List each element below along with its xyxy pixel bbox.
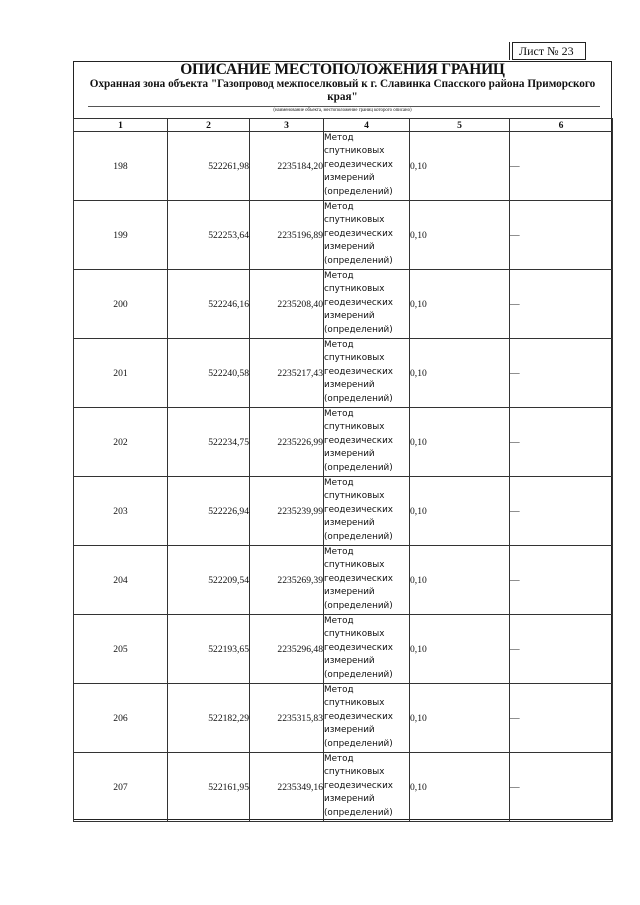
note-cell: — [510,201,613,270]
y-coordinate-cell: 2235296,48 [250,615,324,684]
method-cell: Метод спутниковых геодезических измерений (определений) [324,546,410,615]
table-row [74,270,613,339]
x-coordinate-cell: 522193,65 [168,615,250,684]
column-header: 1 [74,119,168,132]
point-number-cell: 201 [74,339,168,408]
document-title: ОПИСАНИЕ МЕСТОПОЛОЖЕНИЯ ГРАНИЦ [180,61,505,78]
accuracy-cell: 0,10 [410,132,510,201]
note-cell: — [510,546,613,615]
point-number-cell: 205 [74,615,168,684]
point-number-cell: 207 [74,753,168,822]
sheet-label-tick [509,42,510,60]
table-row [74,684,613,753]
accuracy-cell: 0,10 [410,339,510,408]
accuracy-cell: 0,10 [410,408,510,477]
note-cell: — [510,477,613,546]
point-number-cell: 200 [74,270,168,339]
note-cell: — [510,684,613,753]
x-coordinate-cell: 522161,95 [168,753,250,822]
note-cell: — [510,132,613,201]
method-cell: Метод спутниковых геодезических измерений (определений) [324,201,410,270]
x-coordinate-cell: 522234,75 [168,408,250,477]
x-coordinate-cell: 522209,54 [168,546,250,615]
point-number-cell: 202 [74,408,168,477]
table-row [74,132,613,201]
object-subtitle: Охранная зона объекта "Газопровод межпоселковый к г. Славинка Спасского района Приморского края" [89,78,596,103]
accuracy-cell: 0,10 [410,615,510,684]
method-cell: Метод спутниковых геодезических измерений (определений) [324,408,410,477]
note-cell: — [510,339,613,408]
note-cell: — [510,615,613,684]
point-number-cell: 198 [74,132,168,201]
x-coordinate-cell: 522253,64 [168,201,250,270]
method-cell: Метод спутниковых геодезических измерений (определений) [324,339,410,408]
accuracy-cell: 0,10 [410,270,510,339]
note-cell: — [510,753,613,822]
y-coordinate-cell: 2235208,40 [250,270,324,339]
y-coordinate-cell: 2235315,83 [250,684,324,753]
point-number-cell: 199 [74,201,168,270]
table-header-row [74,119,613,132]
table-row [74,339,613,408]
column-header: 5 [410,119,510,132]
method-cell: Метод спутниковых геодезических измерений (определений) [324,270,410,339]
subtitle-caption: (наименование объекта, местоположение границ которого описано) [273,108,412,113]
table-body [74,132,613,822]
accuracy-cell: 0,10 [410,546,510,615]
accuracy-cell: 0,10 [410,477,510,546]
x-coordinate-cell: 522226,94 [168,477,250,546]
y-coordinate-cell: 2235196,89 [250,201,324,270]
column-header: 6 [510,119,613,132]
note-cell: — [510,270,613,339]
note-cell: — [510,408,613,477]
x-coordinate-cell: 522240,58 [168,339,250,408]
column-header: 3 [250,119,324,132]
table-row [74,201,613,270]
accuracy-cell: 0,10 [410,201,510,270]
method-cell: Метод спутниковых геодезических измерений (определений) [324,477,410,546]
x-coordinate-cell: 522182,29 [168,684,250,753]
table-row [74,477,613,546]
method-cell: Метод спутниковых геодезических измерений (определений) [324,132,410,201]
y-coordinate-cell: 2235217,43 [250,339,324,408]
y-coordinate-cell: 2235226,99 [250,408,324,477]
accuracy-cell: 0,10 [410,684,510,753]
y-coordinate-cell: 2235239,99 [250,477,324,546]
column-header: 2 [168,119,250,132]
table-row [74,615,613,684]
point-number-cell: 206 [74,684,168,753]
point-number-cell: 204 [74,546,168,615]
method-cell: Метод спутниковых геодезических измерений (определений) [324,615,410,684]
column-header: 4 [324,119,410,132]
sheet-number-label: Лист № 23 [512,42,586,60]
x-coordinate-cell: 522246,16 [168,270,250,339]
table-row [74,546,613,615]
table-row [74,408,613,477]
y-coordinate-cell: 2235184,20 [250,132,324,201]
y-coordinate-cell: 2235269,39 [250,546,324,615]
x-coordinate-cell: 522261,98 [168,132,250,201]
method-cell: Метод спутниковых геодезических измерений (определений) [324,753,410,822]
coordinates-table [73,118,613,822]
point-number-cell: 203 [74,477,168,546]
y-coordinate-cell: 2235349,16 [250,753,324,822]
table-row [74,753,613,822]
method-cell: Метод спутниковых геодезических измерений (определений) [324,684,410,753]
accuracy-cell: 0,10 [410,753,510,822]
